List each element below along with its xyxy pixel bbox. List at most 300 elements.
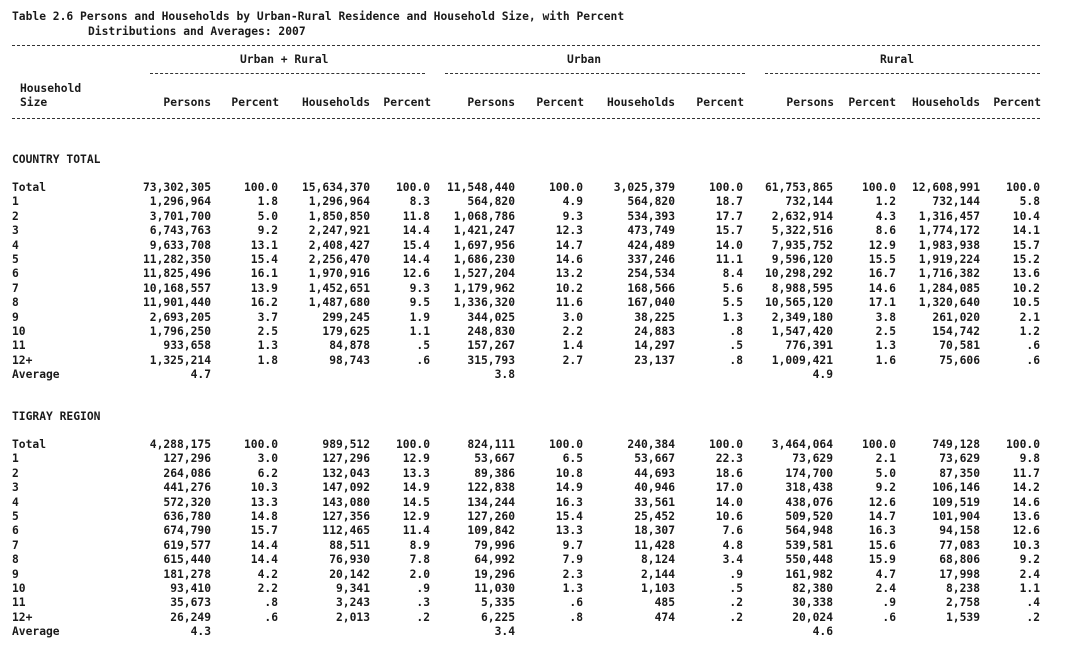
table-cell: 10.2	[1012, 281, 1040, 295]
table-cell: 1,983,938	[918, 238, 980, 252]
table-cell: 315,793	[467, 353, 515, 367]
table-cell: 2.0	[409, 567, 430, 581]
table-cell: 100.0	[243, 181, 278, 194]
table-cell: 2.1	[1019, 310, 1040, 324]
table-cell: 10.3	[1012, 538, 1040, 552]
table-cell: .3	[416, 596, 430, 610]
table-cell: 14.4	[250, 538, 278, 552]
table-cell: 3,464,064	[771, 438, 833, 451]
column-header: Households	[911, 96, 980, 109]
table-cell: 1.3	[875, 339, 896, 353]
table-cell: 106,146	[932, 481, 980, 495]
table-cell: 14.6	[1012, 495, 1040, 509]
row-label: 1	[12, 452, 19, 466]
average-value: 4.6	[812, 625, 833, 639]
table-cell: 1.2	[1019, 325, 1040, 338]
table-cell: 1,527,204	[453, 267, 515, 281]
rule-group-rural	[765, 73, 1040, 74]
table-cell: 5,335	[480, 596, 515, 610]
table-cell: 2.5	[257, 325, 278, 338]
table-cell: 1.3	[722, 310, 743, 324]
table-cell: 2,349,180	[771, 310, 833, 324]
table-cell: 10.8	[555, 466, 583, 480]
table-cell: 11.4	[402, 524, 430, 538]
row-label: 2	[12, 209, 19, 223]
table-cell: 15.4	[555, 510, 583, 523]
table-cell: 6,743,763	[149, 224, 211, 238]
table-cell: 3.7	[257, 310, 278, 324]
table-cell: 2,408,427	[308, 238, 370, 252]
table-cell: 168,566	[627, 281, 675, 295]
row-label: Total	[12, 438, 47, 451]
table-cell: 11.1	[715, 253, 743, 266]
table-cell: 15.7	[1012, 238, 1040, 252]
table-cell: 11,548,440	[446, 181, 515, 194]
table-cell: 127,296	[163, 452, 211, 466]
table-cell: 1,103	[640, 582, 675, 595]
table-cell: 9.2	[875, 481, 896, 495]
row-label: 7	[12, 538, 19, 552]
table-cell: 1,487,680	[308, 296, 370, 310]
table-cell: 473,749	[627, 224, 675, 238]
table-cell: 179,625	[322, 325, 370, 338]
table-cell: 19,296	[474, 567, 515, 581]
table-cell: 3.8	[875, 310, 896, 324]
column-header: Percent	[993, 96, 1041, 109]
table-cell: 100.0	[861, 181, 896, 194]
table-cell: 749,128	[932, 438, 980, 451]
table-cell: 73,302,305	[142, 181, 211, 194]
group-rural: Rural	[880, 53, 915, 66]
table-cell: 11.6	[555, 296, 583, 310]
table-cell: 9.7	[562, 538, 583, 552]
table-cell: 16.3	[555, 495, 583, 509]
table-cell: 6,225	[480, 610, 515, 624]
table-cell: 84,878	[329, 339, 370, 353]
table-cell: 619,577	[163, 538, 211, 552]
column-header: Percent	[231, 96, 279, 109]
table-cell: 94,158	[939, 524, 980, 538]
row-label: 11	[12, 596, 26, 610]
table-cell: 14.9	[555, 481, 583, 495]
table-cell: 14.4	[402, 224, 430, 238]
table-cell: 2,256,470	[308, 253, 370, 266]
table-cell: 9,596,120	[771, 253, 833, 266]
table-cell: 824,111	[467, 438, 515, 451]
table-cell: 33,561	[634, 495, 675, 509]
column-header: Persons	[786, 96, 834, 109]
table-cell: 1,296,964	[149, 195, 211, 209]
table-cell: 100.0	[708, 181, 743, 194]
table-cell: 13.3	[555, 524, 583, 538]
table-cell: 5.0	[257, 209, 278, 223]
table-cell: 15.9	[868, 553, 896, 567]
table-cell: .2	[1026, 610, 1040, 624]
table-cell: 181,278	[163, 567, 211, 581]
table-cell: 11,030	[474, 582, 515, 595]
table-cell: 12.6	[868, 495, 896, 509]
table-cell: 14.4	[402, 253, 430, 266]
table-cell: .2	[416, 610, 430, 624]
table-cell: 132,043	[322, 466, 370, 480]
table-cell: 93,410	[170, 582, 211, 595]
rule-group-urban	[445, 73, 745, 74]
table-cell: .8	[264, 596, 278, 610]
table-cell: 1.3	[562, 582, 583, 595]
table-cell: 17,998	[939, 567, 980, 581]
average-value: 4.3	[190, 625, 211, 639]
table-cell: 82,380	[792, 582, 833, 595]
table-cell: 5.5	[722, 296, 743, 310]
table-cell: 2,247,921	[308, 224, 370, 238]
table-cell: 127,260	[467, 510, 515, 523]
table-cell: .5	[416, 339, 430, 353]
table-cell: 127,296	[322, 452, 370, 466]
table-cell: 474	[654, 610, 675, 624]
row-header-line-2: Size	[20, 96, 48, 109]
table-cell: 12.9	[402, 510, 430, 523]
table-cell: .2	[729, 610, 743, 624]
row-label: 3	[12, 224, 19, 238]
table-cell: 53,667	[634, 452, 675, 466]
table-cell: .6	[1026, 339, 1040, 353]
average-value: 3.4	[494, 625, 515, 639]
table-cell: 9.3	[409, 281, 430, 295]
table-cell: 3.0	[257, 452, 278, 466]
table-cell: 12.6	[402, 267, 430, 281]
table-cell: 109,842	[467, 524, 515, 538]
table-cell: 299,245	[322, 310, 370, 324]
section-title: TIGRAY REGION	[12, 410, 101, 423]
table-cell: 44,693	[634, 466, 675, 480]
row-label: 12+	[12, 610, 33, 624]
table-cell: .8	[729, 325, 743, 338]
table-cell: 264,086	[163, 466, 211, 480]
table-cell: 1,697,956	[453, 238, 515, 252]
table-cell: 11.7	[1012, 466, 1040, 480]
column-header: Persons	[163, 96, 211, 109]
table-cell: 636,780	[163, 510, 211, 523]
row-label: 4	[12, 495, 19, 509]
column-header: Percent	[536, 96, 584, 109]
table-cell: 11.8	[402, 209, 430, 223]
table-cell: 100.0	[548, 181, 583, 194]
table-cell: 5,322,516	[771, 224, 833, 238]
row-label-average: Average	[12, 625, 60, 639]
table-cell: 485	[654, 596, 675, 610]
row-label: 2	[12, 466, 19, 480]
table-cell: 73,629	[792, 452, 833, 466]
row-label: 7	[12, 281, 19, 295]
table-cell: 134,244	[467, 495, 515, 509]
table-cell: 20,142	[329, 567, 370, 581]
table-cell: 6.5	[562, 452, 583, 466]
table-cell: 16.1	[250, 267, 278, 281]
table-cell: 1.1	[1019, 582, 1040, 595]
table-cell: 2,013	[335, 610, 370, 624]
table-cell: 13.6	[1012, 267, 1040, 281]
table-cell: 564,820	[627, 195, 675, 209]
table-cell: 1,686,230	[453, 253, 515, 266]
table-cell: 1,774,172	[918, 224, 980, 238]
row-label: 1	[12, 195, 19, 209]
table-cell: 732,144	[785, 195, 833, 209]
table-cell: 2.4	[1019, 567, 1040, 581]
table-cell: 989,512	[322, 438, 370, 451]
table-cell: 15,634,370	[301, 181, 370, 194]
table-cell: 261,020	[932, 310, 980, 324]
table-cell: 98,743	[329, 353, 370, 367]
table-cell: 17.1	[868, 296, 896, 310]
table-cell: 11,901,440	[142, 296, 211, 310]
table-cell: 8,238	[945, 582, 980, 595]
table-cell: 1,325,214	[149, 353, 211, 367]
row-label: 10	[12, 325, 26, 338]
column-header: Percent	[696, 96, 744, 109]
group-urban-rural: Urban + Rural	[240, 53, 329, 66]
table-cell: 5.0	[875, 466, 896, 480]
table-cell: 2.1	[875, 452, 896, 466]
table-cell: 1,068,786	[453, 209, 515, 223]
table-cell: 248,830	[467, 325, 515, 338]
table-cell: .9	[882, 596, 896, 610]
table-cell: 13.3	[250, 495, 278, 509]
table-cell: 2.5	[875, 325, 896, 338]
average-value: 4.9	[812, 368, 833, 382]
table-cell: 8.6	[875, 224, 896, 238]
table-cell: 550,448	[785, 553, 833, 567]
table-cell: .6	[264, 610, 278, 624]
column-header: Households	[301, 96, 370, 109]
table-cell: 1.1	[409, 325, 430, 338]
table-cell: 9.2	[257, 224, 278, 238]
table-cell: 14.7	[555, 238, 583, 252]
table-cell: 15.6	[868, 538, 896, 552]
table-cell: 12,608,991	[911, 181, 980, 194]
table-cell: 564,948	[785, 524, 833, 538]
table-cell: 11,428	[634, 538, 675, 552]
table-cell: 88,511	[329, 538, 370, 552]
table-cell: 8.9	[409, 538, 430, 552]
table-cell: 127,356	[322, 510, 370, 523]
table-cell: 10.5	[1012, 296, 1040, 310]
table-cell: .6	[882, 610, 896, 624]
table-cell: 1.8	[257, 195, 278, 209]
table-cell: 1.2	[875, 195, 896, 209]
table-cell: 40,946	[634, 481, 675, 495]
table-cell: 776,391	[785, 339, 833, 353]
table-cell: 5.6	[722, 281, 743, 295]
table-cell: 100.0	[548, 438, 583, 451]
table-cell: 17.0	[715, 481, 743, 495]
column-header: Persons	[467, 96, 515, 109]
table-cell: 14.0	[715, 238, 743, 252]
table-cell: 154,742	[932, 325, 980, 338]
table-cell: 8,124	[640, 553, 675, 567]
table-cell: 16.7	[868, 267, 896, 281]
table-cell: 1.9	[409, 310, 430, 324]
table-cell: 2.4	[875, 582, 896, 595]
table-cell: .6	[1026, 353, 1040, 367]
table-cell: 10.6	[715, 510, 743, 523]
table-cell: 1,452,651	[308, 281, 370, 295]
table-cell: 4.9	[562, 195, 583, 209]
table-cell: 15.7	[250, 524, 278, 538]
table-title-line-1: Table 2.6 Persons and Households by Urban-Rural Residence and Household Size, with Percent	[12, 10, 625, 23]
row-label: 4	[12, 238, 19, 252]
row-label: 6	[12, 267, 19, 281]
table-cell: 7,935,752	[771, 238, 833, 252]
table-cell: .2	[729, 596, 743, 610]
column-header: Households	[606, 96, 675, 109]
table-cell: 8.3	[409, 195, 430, 209]
table-cell: 13.1	[250, 238, 278, 252]
table-cell: 3.0	[562, 310, 583, 324]
table-cell: 100.0	[861, 438, 896, 451]
table-cell: 24,883	[634, 325, 675, 338]
table-cell: 2.2	[562, 325, 583, 338]
table-cell: 10.4	[1012, 209, 1040, 223]
table-cell: 615,440	[163, 553, 211, 567]
table-cell: 18.6	[715, 466, 743, 480]
table-cell: 2,632,914	[771, 209, 833, 223]
table-cell: 14.0	[715, 495, 743, 509]
table-cell: 17.7	[715, 209, 743, 223]
table-cell: 8.4	[722, 267, 743, 281]
table-cell: 9.2	[1019, 553, 1040, 567]
row-label: 8	[12, 553, 19, 567]
row-label: 11	[12, 339, 26, 353]
table-cell: 13.2	[555, 267, 583, 281]
table-cell: 1.4	[562, 339, 583, 353]
table-cell: 11,825,496	[142, 267, 211, 281]
table-cell: 1,421,247	[453, 224, 515, 238]
table-cell: 318,438	[785, 481, 833, 495]
table-cell: 100.0	[1005, 181, 1040, 194]
table-cell: 14.6	[868, 281, 896, 295]
column-header: Percent	[848, 96, 896, 109]
table-cell: 5.8	[1019, 195, 1040, 209]
table-cell: 1,179,962	[453, 281, 515, 295]
table-cell: 9,633,708	[149, 238, 211, 252]
table-cell: 1.6	[875, 353, 896, 367]
table-cell: 15.4	[250, 253, 278, 266]
table-cell: 73,629	[939, 452, 980, 466]
row-label: 8	[12, 296, 19, 310]
table-cell: 12.9	[868, 238, 896, 252]
row-label: 6	[12, 524, 19, 538]
table-cell: 13.6	[1012, 510, 1040, 523]
table-cell: 157,267	[467, 339, 515, 353]
table-cell: 10.2	[555, 281, 583, 295]
table-cell: 240,384	[627, 438, 675, 451]
table-cell: 14.5	[402, 495, 430, 509]
table-cell: 337,246	[627, 253, 675, 266]
table-cell: 4.7	[875, 567, 896, 581]
table-cell: 14.8	[250, 510, 278, 523]
table-cell: 2.3	[562, 567, 583, 581]
table-cell: 2,144	[640, 567, 675, 581]
table-cell: 89,386	[474, 466, 515, 480]
row-label: 5	[12, 510, 19, 523]
table-cell: 438,076	[785, 495, 833, 509]
table-cell: 22.3	[715, 452, 743, 466]
row-label: 3	[12, 481, 19, 495]
table-cell: 14.4	[250, 553, 278, 567]
row-label: 5	[12, 253, 19, 266]
table-cell: 12.3	[555, 224, 583, 238]
table-cell: 14,297	[634, 339, 675, 353]
table-cell: 122,838	[467, 481, 515, 495]
group-urban: Urban	[567, 53, 602, 66]
table-cell: 30,338	[792, 596, 833, 610]
table-cell: 35,673	[170, 596, 211, 610]
table-cell: 4.8	[722, 538, 743, 552]
table-cell: 143,080	[322, 495, 370, 509]
row-label: Total	[12, 181, 47, 194]
table-cell: 3,025,379	[613, 181, 675, 194]
table-cell: 10,565,120	[764, 296, 833, 310]
table-cell: 564,820	[467, 195, 515, 209]
table-cell: 2,693,205	[149, 310, 211, 324]
table-cell: 11,282,350	[142, 253, 211, 266]
table-cell: 2.7	[562, 353, 583, 367]
rule-top	[12, 45, 1040, 46]
table-cell: 76,930	[329, 553, 370, 567]
table-cell: .9	[416, 582, 430, 595]
table-cell: 424,489	[627, 238, 675, 252]
table-cell: 100.0	[1005, 438, 1040, 451]
table-cell: 1,919,224	[918, 253, 980, 266]
row-label: 10	[12, 582, 26, 595]
table-cell: 1.8	[257, 353, 278, 367]
table-cell: 100.0	[243, 438, 278, 451]
table-cell: 1,336,320	[453, 296, 515, 310]
table-cell: 732,144	[932, 195, 980, 209]
table-cell: 254,534	[627, 267, 675, 281]
table-cell: 674,790	[163, 524, 211, 538]
table-cell: .6	[416, 353, 430, 367]
table-cell: 23,137	[634, 353, 675, 367]
table-cell: 53,667	[474, 452, 515, 466]
table-cell: 539,581	[785, 538, 833, 552]
table-cell: 9.3	[562, 209, 583, 223]
section-title: COUNTRY TOTAL	[12, 153, 101, 166]
table-cell: 70,581	[939, 339, 980, 353]
table-cell: 10,168,557	[142, 281, 211, 295]
table-cell: 161,982	[785, 567, 833, 581]
table-cell: 109,519	[932, 495, 980, 509]
table-cell: 100.0	[395, 438, 430, 451]
table-cell: 77,083	[939, 538, 980, 552]
table-cell: 1,316,457	[918, 209, 980, 223]
table-cell: 14.6	[555, 253, 583, 266]
table-cell: 16.3	[868, 524, 896, 538]
table-cell: 68,806	[939, 553, 980, 567]
table-cell: 4,288,175	[149, 438, 211, 451]
table-cell: 14.1	[1012, 224, 1040, 238]
table-cell: 18,307	[634, 524, 675, 538]
table-cell: 1,320,640	[918, 296, 980, 310]
table-cell: 7.6	[722, 524, 743, 538]
table-cell: 75,606	[939, 353, 980, 367]
table-cell: 1.3	[257, 339, 278, 353]
table-cell: 15.4	[402, 238, 430, 252]
table-cell: 4.2	[257, 567, 278, 581]
table-cell: 26,249	[170, 610, 211, 624]
table-cell: 7.9	[562, 553, 583, 567]
table-title-line-2: Distributions and Averages: 2007	[88, 25, 306, 38]
